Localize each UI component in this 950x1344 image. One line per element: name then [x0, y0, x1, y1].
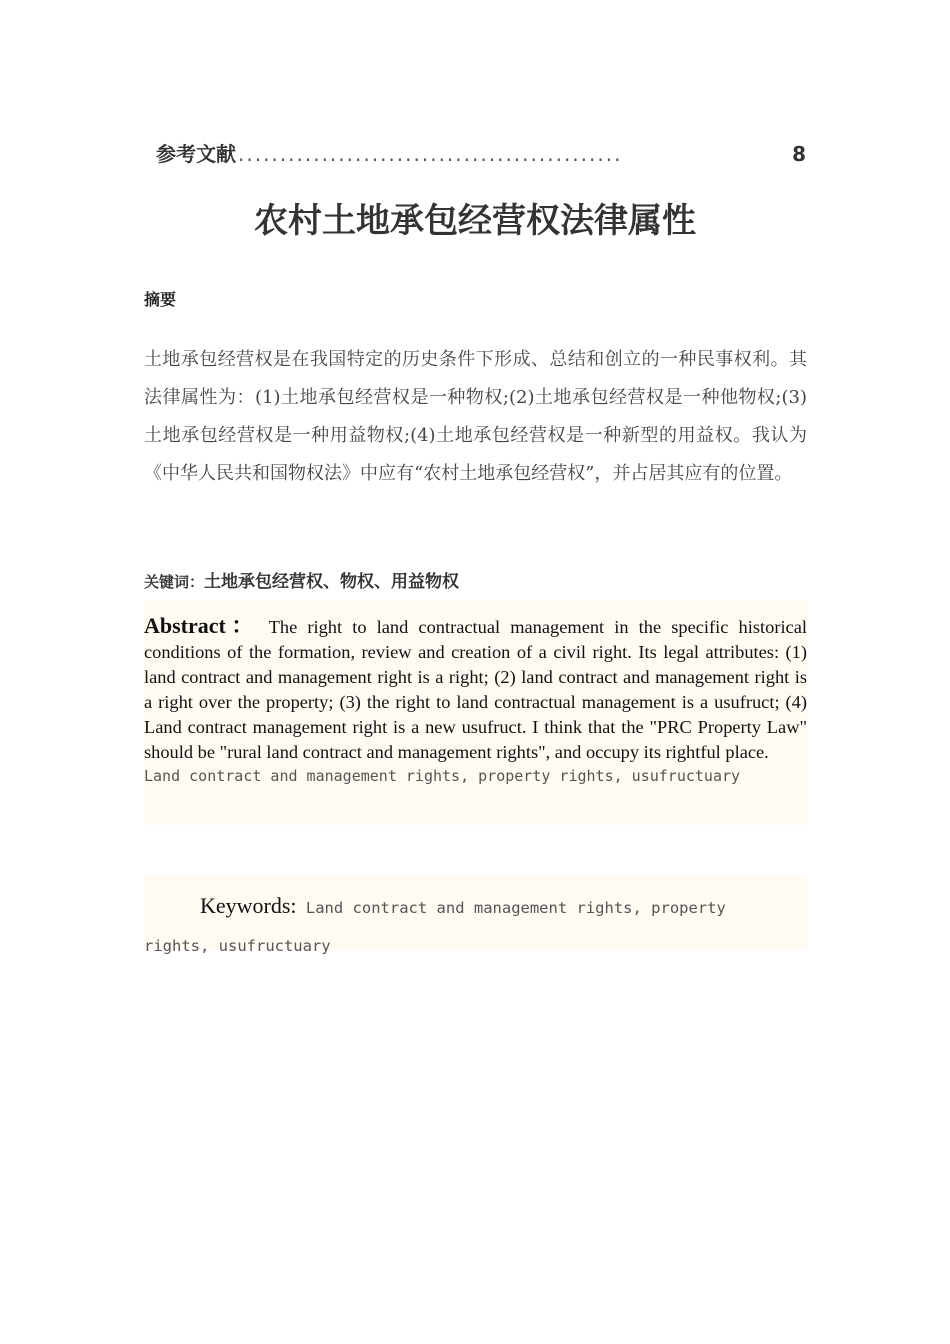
abstract-en-section: [144, 601, 807, 825]
abstract-en-text: The right to land contractual management in the specific historical conditions of the formation, review and creation of a civil right. Its legal attributes: (1) land contract and management right is a right; (2) land contract and management right is a right over the property; (3) the right to land contractual management is a usufruct; (4) Land contract management right is a new usufruct. I think that the "PRC Property Law" should be "rural land contract and management rights", and occupy its rightful place.: [144, 617, 807, 762]
toc-entry-label: 参考文献: [156, 142, 236, 166]
abstract-en-label: Abstract：: [144, 613, 259, 638]
keywords-en-text-line1: Land contract and management rights, property: [305, 899, 726, 917]
toc-entry[interactable]: [156, 138, 806, 167]
keywords-en: [144, 875, 807, 965]
keywords-en-section: [144, 875, 807, 955]
keywords-zh-text: 土地承包经营权、物权、用益物权: [204, 572, 460, 592]
keywords-zh-label: 关键词：: [144, 573, 205, 591]
keywords-zh: [144, 567, 459, 592]
document-title: 农村土地承包经营权法律属性: [254, 201, 696, 241]
abstract-zh-body: 土地承包经营权是在我国特定的历史条件下形成、总结和创立的一种民事权利。其法律属性为：(1)土地承包经营权是一种物权;(2)土地承包经营权是一种他物权;(3)土地承包经营权是一种用益物权;(4)土地承包经营权是一种新型的用益权。我认为《中华人民共和国物权法》中应有“农村土地承包经营权”，并占居其应有的位置。: [144, 349, 807, 484]
keywords-en-label: Keywords:: [200, 893, 297, 918]
abstract-en-keywords-line: Land contract and management rights, property rights, usufructuary: [144, 767, 741, 785]
toc-page-number: 8: [792, 142, 806, 166]
keywords-en-text-line2: rights, usufructuary: [144, 937, 331, 955]
toc-leader-dots: ..............................................: [238, 142, 623, 166]
abstract-zh-heading: 摘要: [144, 290, 177, 309]
abstract-en-body: [144, 601, 807, 765]
